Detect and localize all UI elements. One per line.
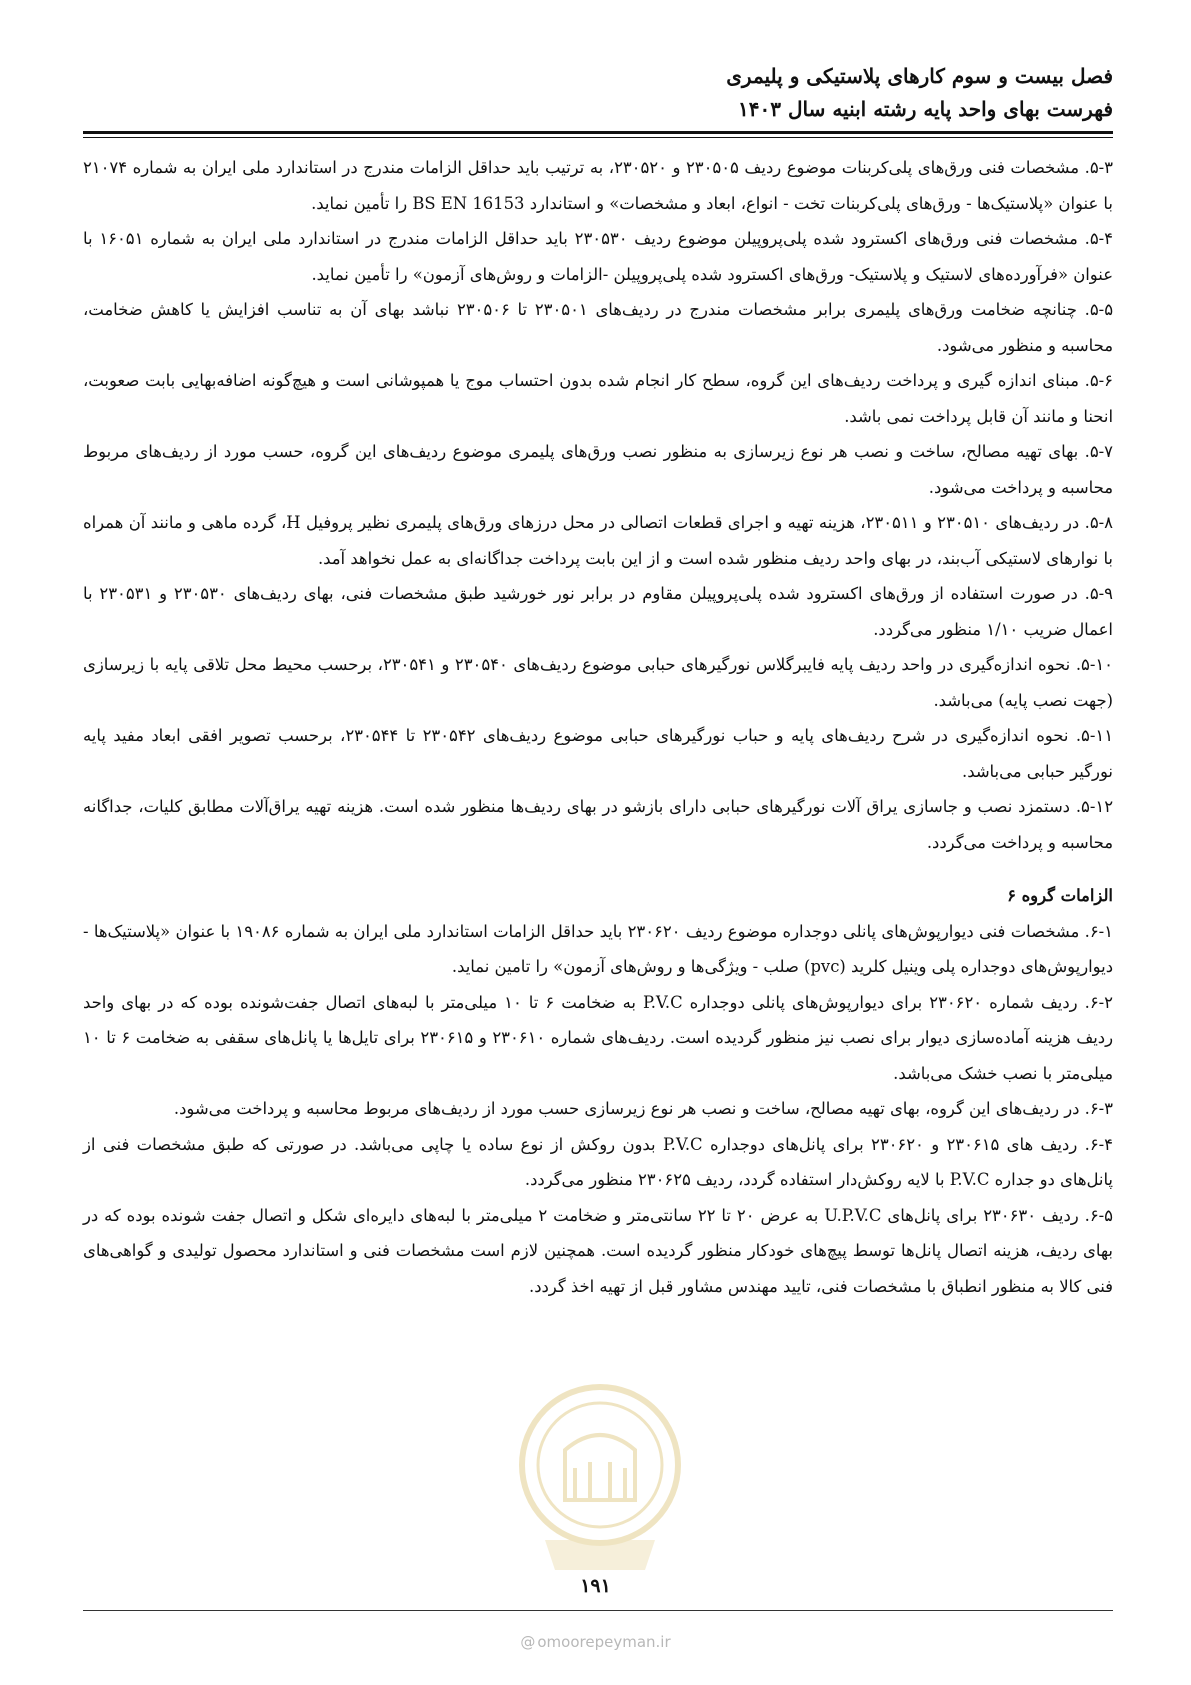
price-list-title: فهرست بهای واحد پایه رشته ابنیه سال ۱۴۰۳ <box>738 97 1113 121</box>
paragraph-5-4: ۵-۴. مشخصات فنی ورق‌های اکسترود شده پلی‌پروپیلن موضوع ردیف ۲۳۰۵۳۰ باید حداقل الزامات مندرج در استاندارد ملی ایران به شماره ۱۶۰۵۱ با عنوان «فرآورده‌های لاستیک و پلاستیک- ورق‌های اکسترود شده پلی‌پروپیلن -الزامات و روش‌های آزمون» را تأمین نماید. <box>83 229 1113 284</box>
section-heading-group-6: الزامات گروه ۶ <box>1007 886 1113 905</box>
footer-rule <box>83 1610 1113 1611</box>
paragraph-5-5: ۵-۵. چنانچه ضخامت ورق‌های پلیمری برابر مشخصات مندرج در ردیف‌های ۲۳۰۵۰۱ تا ۲۳۰۵۰۶ نباشد بهای آن به تناسب افزایش یا کاهش ضخامت، محاسبه و منظور می‌شود. <box>83 300 1114 355</box>
at-icon: @ <box>520 1633 536 1651</box>
seal-logo-icon <box>515 1380 685 1580</box>
paragraph-6-4: ۶-۴. ردیف های ۲۳۰۶۱۵ و ۲۳۰۶۲۰ برای پانل‌های دوجداره P.V.C بدون روکش از نوع ساده یا چاپی می‌باشد. در صورتی که طبق مشخصات فنی از پانل‌های دو جداره P.V.C با لایه روکش‌دار استفاده گردد، ردیف ۲۳۰۶۲۵ منظور می‌گردد. <box>83 1134 1113 1189</box>
paragraph-6-1: ۶-۱. مشخصات فنی دیوارپوش‌های پانلی دوجداره موضوع ردیف ۲۳۰۶۲۰ باید حداقل الزامات استاندارد ملی ایران به شماره ۱۹۰۸۶ با عنوان «پلاستیک‌ها - دیوارپوش‌های دوجداره پلی وینیل کلرید (pvc) صلب - ویژگی‌ها و روش‌های آزمون» را تامین نماید. <box>83 921 1113 976</box>
page-body <box>83 150 1113 1304</box>
paragraph-5-11: ۵-۱۱. نحوه اندازه‌گیری در شرح ردیف‌های پایه و حباب نورگیرهای حبابی موضوع ردیف‌های ۲۳۰۵۴۲ تا ۲۳۰۵۴۴، برحسب تصویر افقی ابعاد مفید پایه نورگیر حبابی می‌باشد. <box>83 726 1113 781</box>
watermark-url <box>0 1633 1191 1651</box>
paragraph-5-10: ۵-۱۰. نحوه اندازه‌گیری در واحد ردیف پایه فایبرگلاس نورگیرهای حبابی موضوع ردیف‌های ۲۳۰۵۴۰ و ۲۳۰۵۴۱، برحسب محیط محل تلاقی پایه با زیرسازی (جهت نصب پایه) می‌باشد. <box>83 655 1113 710</box>
page-header <box>83 60 1113 126</box>
paragraph-5-8: ۵-۸. در ردیف‌های ۲۳۰۵۱۰ و ۲۳۰۵۱۱، هزینه تهیه و اجرای قطعات اتصالی در محل درزهای ورق‌های پلیمری نظیر پروفیل H، گرده ماهی و مانند آن همراه با نوارهای لاستیکی آب‌بند، در بهای واحد ردیف منظور شده است و از این بابت پرداخت جداگانه‌ای به عمل نخواهد آمد. <box>83 513 1113 568</box>
paragraph-5-12: ۵-۱۲. دستمزد نصب و جاسازی یراق آلات نورگیرهای حبابی دارای بازشو در بهای ردیف‌ها منظور شده است. هزینه تهیه یراق‌آلات مطابق کلیات، جداگانه محاسبه و پرداخت می‌گردد. <box>83 797 1113 852</box>
paragraph-5-7: ۵-۷. بهای تهیه مصالح، ساخت و نصب هر نوع زیرسازی به منظور نصب ورق‌های پلیمری موضوع ردیف‌های این گروه، حسب مورد از ردیف‌های مربوط محاسبه و پرداخت می‌شود. <box>83 442 1113 497</box>
header-rule-thin <box>83 137 1113 138</box>
paragraph-6-5: ۶-۵. ردیف ۲۳۰۶۳۰ برای پانل‌های U.P.V.C به عرض ۲۰ تا ۲۲ سانتی‌متر و ضخامت ۲ میلی‌متر با لبه‌های دایره‌ای شکل و اتصال جفت شونده بوده که در بهای ردیف، هزینه اتصال پانل‌ها توسط پیچ‌های خودکار منظور گردیده است. همچنین لازم است مشخصات فنی و استاندارد محصول تولیدی و گواهی‌های فنی کالا به منظور انطباق با مشخصات فنی، تایید مهندس مشاور قبل از تهیه اخذ گردد. <box>83 1205 1113 1296</box>
paragraph-6-3: ۶-۳. در ردیف‌های این گروه، بهای تهیه مصالح، ساخت و نصب هر نوع زیرسازی حسب مورد از ردیف‌های مربوط محاسبه و پرداخت می‌شود. <box>173 1099 1113 1118</box>
chapter-title: فصل بیست و سوم کارهای پلاستیکی و پلیمری <box>726 64 1113 88</box>
paragraph-5-9: ۵-۹. در صورت استفاده از ورق‌های اکسترود شده پلی‌پروپیلن مقاوم در برابر نور خورشید طبق مشخصات فنی، بهای ردیف‌های ۲۳۰۵۳۰ و ۲۳۰۵۳۱ با اعمال ضریب ۱/۱۰ منظور می‌گردد. <box>83 584 1113 639</box>
watermark-url-text: omoorepeyman.ir <box>537 1633 671 1651</box>
paragraph-6-2: ۶-۲. ردیف شماره ۲۳۰۶۲۰ برای دیوارپوش‌های پانلی دوجداره P.V.C به ضخامت ۶ تا ۱۰ میلی‌متر با لبه‌های اتصال جفت‌شونده بوده که در بهای واحد ردیف هزینه آماده‌سازی دیوار برای نصب نیز منظور گردیده است. ردیف‌های شماره ۲۳۰۶۱۰ و ۲۳۰۶۱۵ برای تایل‌ها یا پانل‌های سقفی به ضخامت ۶ تا ۱۰ میلی‌متر با نصب خشک می‌باشد. <box>83 992 1113 1083</box>
paragraph-5-3: ۵-۳. مشخصات فنی ورق‌های پلی‌کربنات موضوع ردیف ۲۳۰۵۰۵ و ۲۳۰۵۲۰، به ترتیب باید حداقل الزامات مندرج در استاندارد ملی ایران به شماره ۲۱۰۷۴ با عنوان «پلاستیک‌ها - ورق‌های پلی‌کربنات تخت - انواع، ابعاد و مشخصات» و استاندارد BS EN 16153 را تأمین نماید. <box>83 158 1113 213</box>
header-rule-thick <box>83 131 1113 134</box>
paragraph-5-6: ۵-۶. مبنای اندازه گیری و پرداخت ردیف‌های این گروه، سطح کار انجام شده بدون احتساب موج یا همپوشانی است و هیچ‌گونه اضافه‌بهایی بابت صعوبت، انحنا و مانند آن قابل پرداخت نمی باشد. <box>83 371 1113 426</box>
page-number: ۱۹۱ <box>580 1575 611 1597</box>
